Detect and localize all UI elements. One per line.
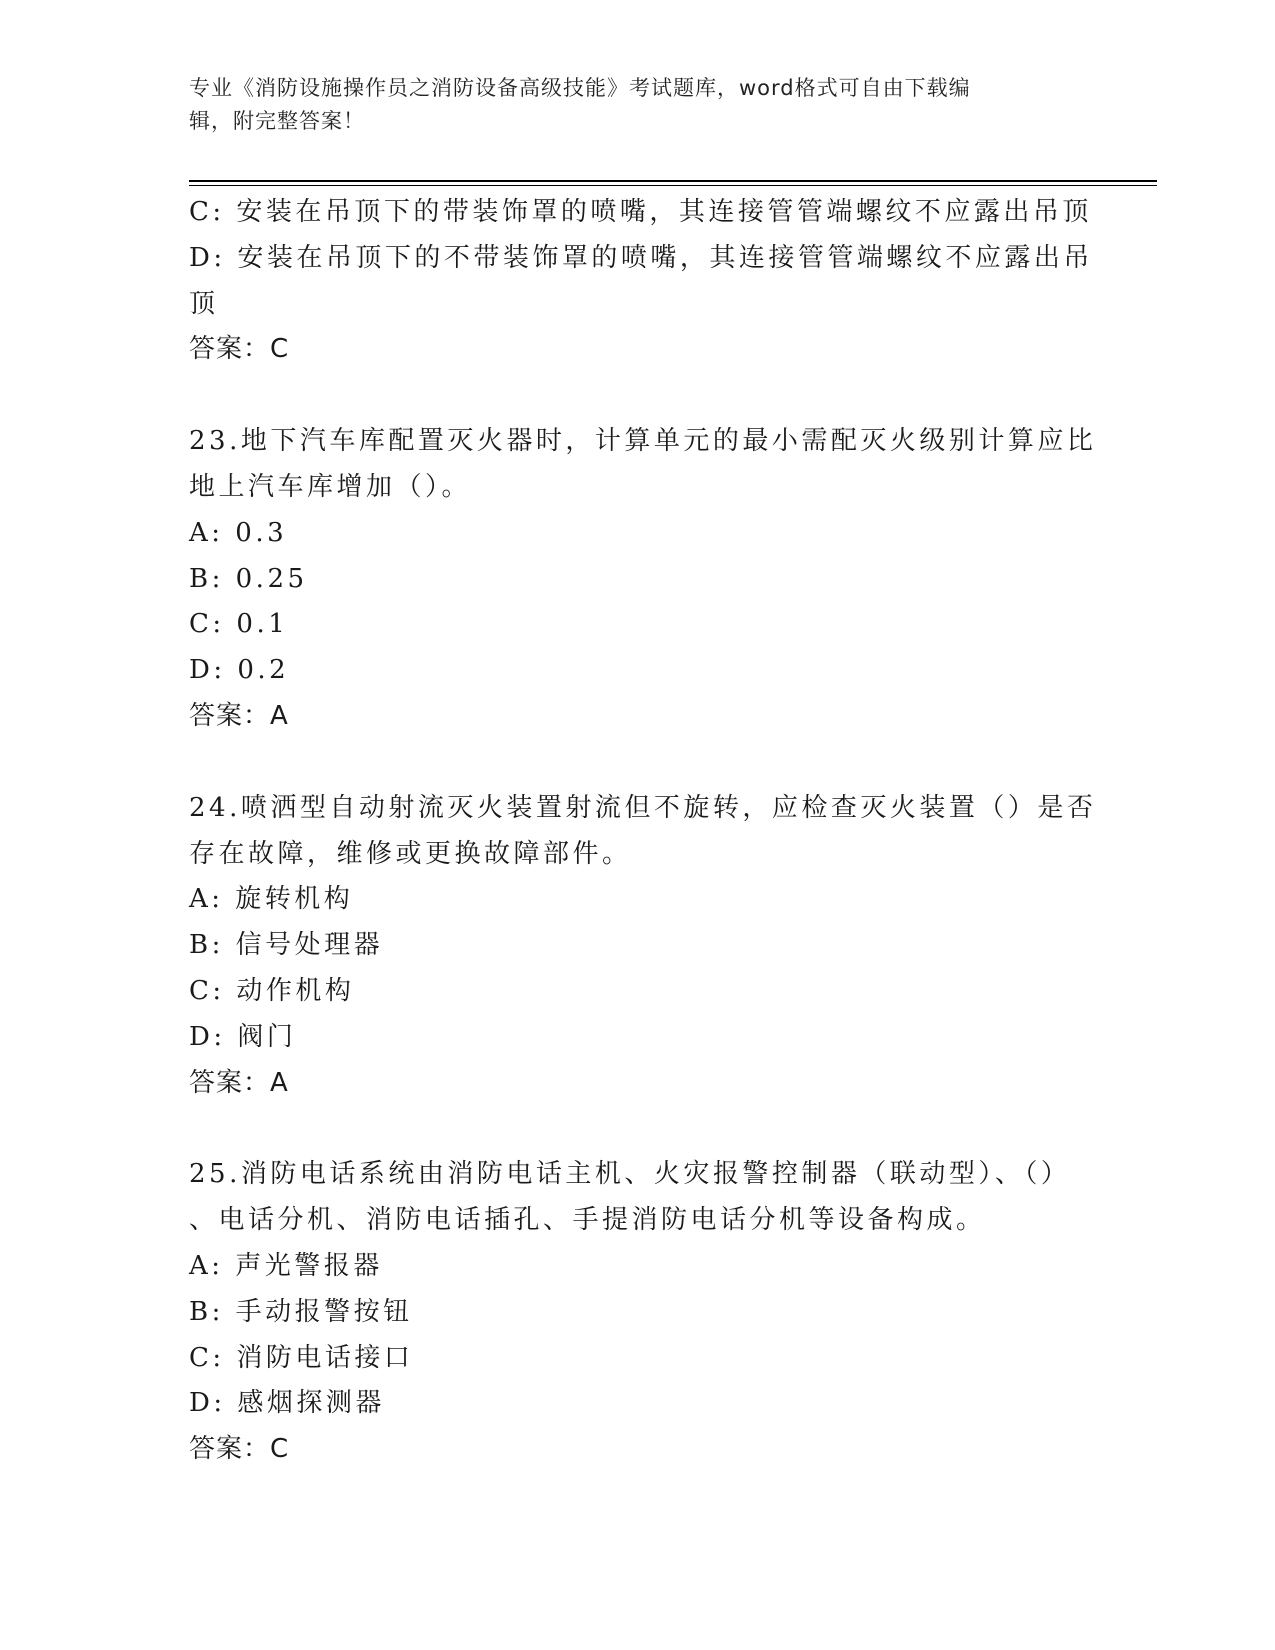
question-stem-line-1: 23.地下汽车库配置灭火器时，计算单元的最小需配灭火级别计算应比 xyxy=(189,426,1097,457)
option-c: C: 0.1 xyxy=(189,609,289,640)
option-b: B: 0.25 xyxy=(189,563,308,594)
option-a: A: 0.3 xyxy=(189,517,288,548)
header-divider-thick xyxy=(189,180,1157,182)
question-stem-line-2: 地上汽车库增加（）。 xyxy=(189,471,472,502)
question-content xyxy=(189,190,1097,1473)
option-c: C: 消防电话接口 xyxy=(189,1342,414,1373)
option-a: A: 旋转机构 xyxy=(189,884,354,915)
option-d: D: 阀门 xyxy=(189,1021,297,1052)
option-d: D: 感烟探测器 xyxy=(189,1388,385,1419)
option-b: B: 信号处理器 xyxy=(189,930,384,961)
document-header xyxy=(189,72,1069,138)
continued-question xyxy=(189,190,1093,373)
option-a: A: 声光警报器 xyxy=(189,1250,383,1281)
question-24 xyxy=(189,786,1097,1107)
option-d-line-1: D: 安装在吊顶下的不带装饰罩的喷嘴，其连接管管端螺纹不应露出吊 xyxy=(189,242,1093,273)
spacer xyxy=(189,1106,1089,1152)
question-stem-line-1: 24.喷洒型自动射流灭火装置射流但不旋转，应检查灭火装置（）是否 xyxy=(189,792,1097,823)
question-stem-line-2: 、电话分机、消防电话插孔、手提消防电话分机等设备构成。 xyxy=(189,1205,986,1236)
question-stem-line-2: 存在故障，维修或更换故障部件。 xyxy=(189,838,632,869)
spacer xyxy=(189,373,1089,419)
answer: 答案：C xyxy=(189,334,290,365)
option-c: C: 安装在吊顶下的带装饰罩的喷嘴，其连接管管端螺纹不应露出吊顶 xyxy=(189,197,1092,227)
answer: 答案：A xyxy=(189,1067,289,1098)
question-23 xyxy=(189,419,1097,740)
option-b: B: 手动报警按钮 xyxy=(189,1296,413,1327)
option-d-line-2: 顶 xyxy=(189,288,219,319)
header-divider-thin xyxy=(189,185,1157,186)
question-25 xyxy=(189,1152,1089,1473)
option-d: D: 0.2 xyxy=(189,655,290,686)
answer: 答案：A xyxy=(189,700,289,731)
header-line-1: 专业《消防设施操作员之消防设备高级技能》考试题库，word格式可自由下载编 xyxy=(189,76,971,100)
question-stem-line-1: 25.消防电话系统由消防电话主机、火灾报警控制器（联动型）、（） xyxy=(189,1159,1071,1190)
header-line-2: 辑，附完整答案！ xyxy=(189,109,365,133)
spacer xyxy=(189,740,1089,786)
answer: 答案：C xyxy=(189,1434,290,1465)
option-c: C: 动作机构 xyxy=(189,975,355,1006)
